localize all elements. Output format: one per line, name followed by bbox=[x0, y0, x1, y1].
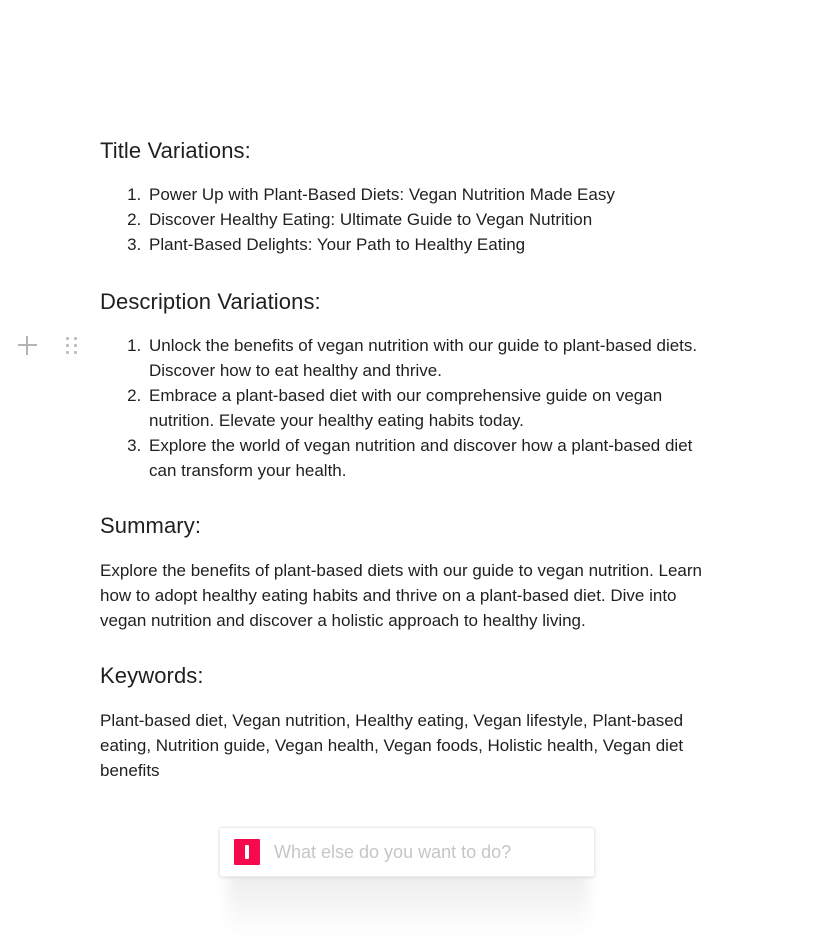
plus-icon bbox=[18, 336, 37, 355]
section-summary bbox=[100, 511, 722, 633]
section-heading-keywords: Keywords: bbox=[100, 663, 204, 688]
list-item: 2. Embrace a plant-based diet with our comprehensive guide on vegan nutrition. Elevate your healthy eating habits today. bbox=[146, 383, 722, 433]
prompt-bar-shadow bbox=[228, 872, 588, 934]
summary-paragraph: Explore the benefits of plant-based diets with our guide to vegan nutrition. Learn how to adopt healthy eating habits and thrive on a plant-based diet. Dive into vegan nutrition and discover a holistic approach to healthy living. bbox=[100, 561, 702, 630]
document-content bbox=[100, 136, 722, 783]
list-item: 2. Discover Healthy Eating: Ultimate Guide to Vegan Nutrition bbox=[146, 207, 722, 232]
list-item: 3. Explore the world of vegan nutrition and discover how a plant-based diet can transform your health. bbox=[146, 433, 722, 483]
block-gutter-controls bbox=[14, 330, 84, 360]
description-variations-list bbox=[100, 333, 722, 483]
section-heading-title-variations: Title Variations: bbox=[100, 138, 251, 163]
section-heading-description-variations: Description Variations: bbox=[100, 289, 321, 314]
prompt-bar[interactable] bbox=[219, 827, 595, 877]
list-item: 1. Power Up with Plant-Based Diets: Vegan Nutrition Made Easy bbox=[146, 182, 722, 207]
section-keywords bbox=[100, 661, 722, 783]
drag-block-handle[interactable] bbox=[58, 332, 84, 358]
add-block-button[interactable] bbox=[14, 332, 40, 358]
app-logo-icon bbox=[234, 839, 260, 865]
title-variations-list bbox=[100, 182, 722, 257]
section-title-variations bbox=[100, 136, 722, 257]
prompt-input[interactable] bbox=[274, 842, 580, 863]
section-description-variations bbox=[100, 287, 722, 483]
list-item: 3. Plant-Based Delights: Your Path to Healthy Eating bbox=[146, 232, 722, 257]
section-heading-summary: Summary: bbox=[100, 513, 202, 538]
keywords-paragraph: Plant-based diet, Vegan nutrition, Healthy eating, Vegan lifestyle, Plant-based eating, Nutrition guide, Vegan health, Vegan foods, Holistic health, Vegan diet benefits bbox=[100, 711, 684, 780]
drag-handle-icon bbox=[66, 337, 77, 354]
list-item: 1. Unlock the benefits of vegan nutrition with our guide to plant-based diets. Discover how to eat healthy and thrive. bbox=[146, 333, 722, 383]
